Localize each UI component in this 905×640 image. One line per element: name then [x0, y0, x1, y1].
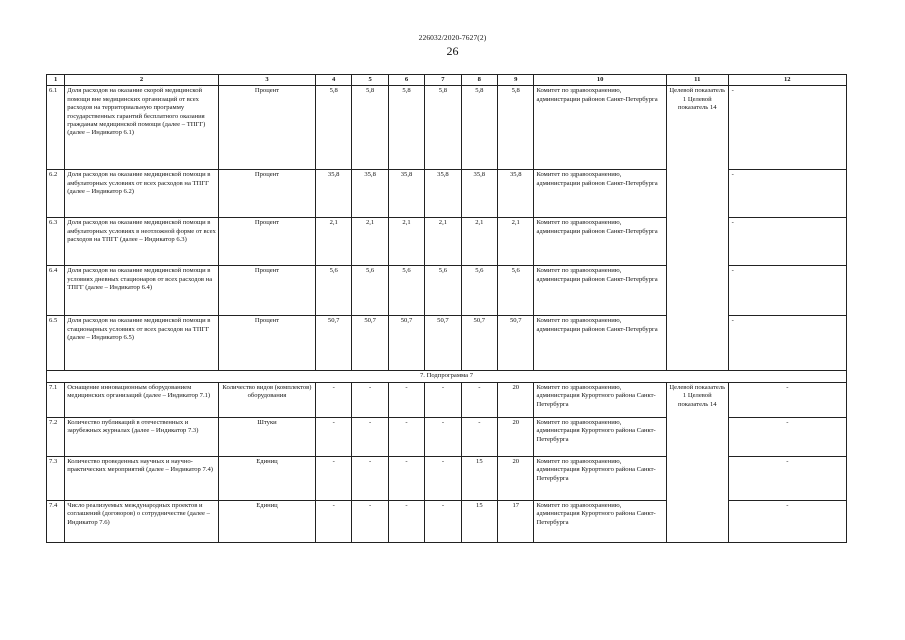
table-row: [47, 86, 847, 170]
value-cell: -: [425, 456, 461, 500]
row-number: 6.5: [47, 316, 65, 371]
unit: Штуки: [218, 417, 315, 456]
col-header: 7: [425, 75, 461, 86]
indicator-name: Оснащение инновационным оборудованием медицинских организаций (далее – Индикатор 7.1): [65, 382, 219, 417]
value-cell: -: [352, 417, 388, 456]
row-number: 6.2: [47, 170, 65, 218]
col-header: 3: [218, 75, 315, 86]
value-cell: 5,8: [425, 86, 461, 170]
indicator-name: Доля расходов на оказание скорой медицинской помощи вне медицинских организаций от всех расходов на территориальную программу государственных гарантий бесплатного оказания гражданам медицинской помощи (далее – ТПГГ) (далее – Индикатор 6.1): [65, 86, 219, 170]
value-cell: 2,1: [498, 218, 534, 266]
col-header: 11: [666, 75, 728, 86]
executor: Комитет по здравоохранению, администрации районов Санкт-Петербурга: [534, 266, 666, 316]
value-cell: -: [425, 382, 461, 417]
executor: Комитет по здравоохранению, администрация Курортного района Санкт-Петербурга: [534, 382, 666, 417]
value-cell: -: [388, 382, 424, 417]
note-cell: -: [728, 456, 846, 500]
value-cell: -: [388, 417, 424, 456]
executor: Комитет по здравоохранению, администрация Курортного района Санкт-Петербурга: [534, 500, 666, 542]
value-cell: 2,1: [388, 218, 424, 266]
note-cell: -: [728, 500, 846, 542]
value-cell: 35,8: [425, 170, 461, 218]
indicator-name: Число реализуемых международных проектов и соглашений (договоров) о сотрудничестве (далее – Индикатор 7.6): [65, 500, 219, 542]
value-cell: 5,6: [352, 266, 388, 316]
value-cell: 2,1: [352, 218, 388, 266]
executor: Комитет по здравоохранению, администрация Курортного района Санкт-Петербурга: [534, 417, 666, 456]
value-cell: 2,1: [461, 218, 497, 266]
value-cell: -: [352, 500, 388, 542]
document-id: 226032/2020-7627(2): [418, 33, 487, 42]
value-cell: 35,8: [388, 170, 424, 218]
value-cell: -: [388, 456, 424, 500]
value-cell: 50,7: [352, 316, 388, 371]
value-cell: -: [316, 417, 352, 456]
value-cell: -: [352, 382, 388, 417]
executor: Комитет по здравоохранению, администрации районов Санкт-Петербурга: [534, 218, 666, 266]
indicator-name: Доля расходов на оказание медицинской помощи в амбулаторных условиях от всех расходов на ТПГГ (далее – Индикатор 6.2): [65, 170, 219, 218]
row-number: 7.3: [47, 456, 65, 500]
col-header: 5: [352, 75, 388, 86]
note-cell: -: [728, 382, 846, 417]
unit: Количество видов (комплектов) оборудования: [218, 382, 315, 417]
target-indicator: Целевой показатель 1 Целевой показатель 14: [666, 86, 728, 371]
note-cell: -: [728, 86, 846, 170]
executor: Комитет по здравоохранению, администрации районов Санкт-Петербурга: [534, 170, 666, 218]
value-cell: -: [461, 382, 497, 417]
column-number-row: [47, 75, 847, 86]
value-cell: -: [425, 417, 461, 456]
value-cell: 20: [498, 456, 534, 500]
value-cell: 15: [461, 500, 497, 542]
col-header: 9: [498, 75, 534, 86]
row-number: 7.4: [47, 500, 65, 542]
value-cell: 50,7: [498, 316, 534, 371]
value-cell: 2,1: [316, 218, 352, 266]
value-cell: 50,7: [425, 316, 461, 371]
col-header: 12: [728, 75, 846, 86]
value-cell: 35,8: [352, 170, 388, 218]
value-cell: 5,6: [461, 266, 497, 316]
executor: Комитет по здравоохранению, администрации районов Санкт-Петербурга: [534, 316, 666, 371]
indicator-name: Количество публикаций в отечественных и зарубежных журналах (далее – Индикатор 7.3): [65, 417, 219, 456]
value-cell: -: [316, 500, 352, 542]
unit: Процент: [218, 266, 315, 316]
table-row: [47, 382, 847, 417]
unit: Процент: [218, 218, 315, 266]
row-number: 6.1: [47, 86, 65, 170]
page-number: 26: [446, 44, 459, 58]
subprogram-title: 7. Подпрограмма 7: [47, 371, 847, 382]
unit: Процент: [218, 316, 315, 371]
target-indicator: Целевой показатель 1 Целевой показатель 14: [666, 382, 728, 542]
value-cell: 17: [498, 500, 534, 542]
value-cell: 5,6: [498, 266, 534, 316]
value-cell: 5,8: [352, 86, 388, 170]
col-header: 1: [47, 75, 65, 86]
value-cell: 15: [461, 456, 497, 500]
value-cell: 5,6: [388, 266, 424, 316]
row-number: 6.4: [47, 266, 65, 316]
value-cell: 20: [498, 382, 534, 417]
note-cell: -: [728, 316, 846, 371]
executor: Комитет по здравоохранению, администрации районов Санкт-Петербурга: [534, 86, 666, 170]
value-cell: -: [388, 500, 424, 542]
value-cell: 2,1: [425, 218, 461, 266]
row-number: 6.3: [47, 218, 65, 266]
value-cell: 50,7: [461, 316, 497, 371]
value-cell: 5,8: [498, 86, 534, 170]
col-header: 10: [534, 75, 666, 86]
value-cell: 5,8: [461, 86, 497, 170]
note-cell: -: [728, 218, 846, 266]
indicator-name: Доля расходов на оказание медицинской помощи в стационарных условиях от всех расходов на ТПГГ (далее – Индикатор 6.5): [65, 316, 219, 371]
indicator-name: Количество проведенных научных и научно-практических мероприятий (далее – Индикатор 7.4): [65, 456, 219, 500]
value-cell: 35,8: [498, 170, 534, 218]
value-cell: 5,6: [316, 266, 352, 316]
subprogram-row: [47, 371, 847, 382]
col-header: 8: [461, 75, 497, 86]
col-header: 4: [316, 75, 352, 86]
unit: Единиц: [218, 500, 315, 542]
value-cell: 50,7: [388, 316, 424, 371]
value-cell: 35,8: [316, 170, 352, 218]
indicators-table: [46, 74, 847, 543]
executor: Комитет по здравоохранению, администрация Курортного района Санкт-Петербурга: [534, 456, 666, 500]
unit: Единиц: [218, 456, 315, 500]
value-cell: 50,7: [316, 316, 352, 371]
value-cell: 35,8: [461, 170, 497, 218]
note-cell: -: [728, 170, 846, 218]
value-cell: -: [352, 456, 388, 500]
col-header: 6: [388, 75, 424, 86]
value-cell: -: [425, 500, 461, 542]
value-cell: 5,8: [388, 86, 424, 170]
row-number: 7.2: [47, 417, 65, 456]
indicator-name: Доля расходов на оказание медицинской помощи в условиях дневных стационаров от всех расходов на ТПГГ (далее – Индикатор 6.4): [65, 266, 219, 316]
unit: Процент: [218, 170, 315, 218]
value-cell: -: [316, 456, 352, 500]
row-number: 7.1: [47, 382, 65, 417]
unit: Процент: [218, 86, 315, 170]
value-cell: 5,6: [425, 266, 461, 316]
col-header: 2: [65, 75, 219, 86]
note-cell: -: [728, 417, 846, 456]
value-cell: -: [316, 382, 352, 417]
note-cell: -: [728, 266, 846, 316]
indicator-name: Доля расходов на оказание медицинской помощи в амбулаторных условиях в неотложной форме от всех расходов на ТПГГ (далее – Индикатор 6.3): [65, 218, 219, 266]
value-cell: 20: [498, 417, 534, 456]
value-cell: -: [461, 417, 497, 456]
value-cell: 5,8: [316, 86, 352, 170]
